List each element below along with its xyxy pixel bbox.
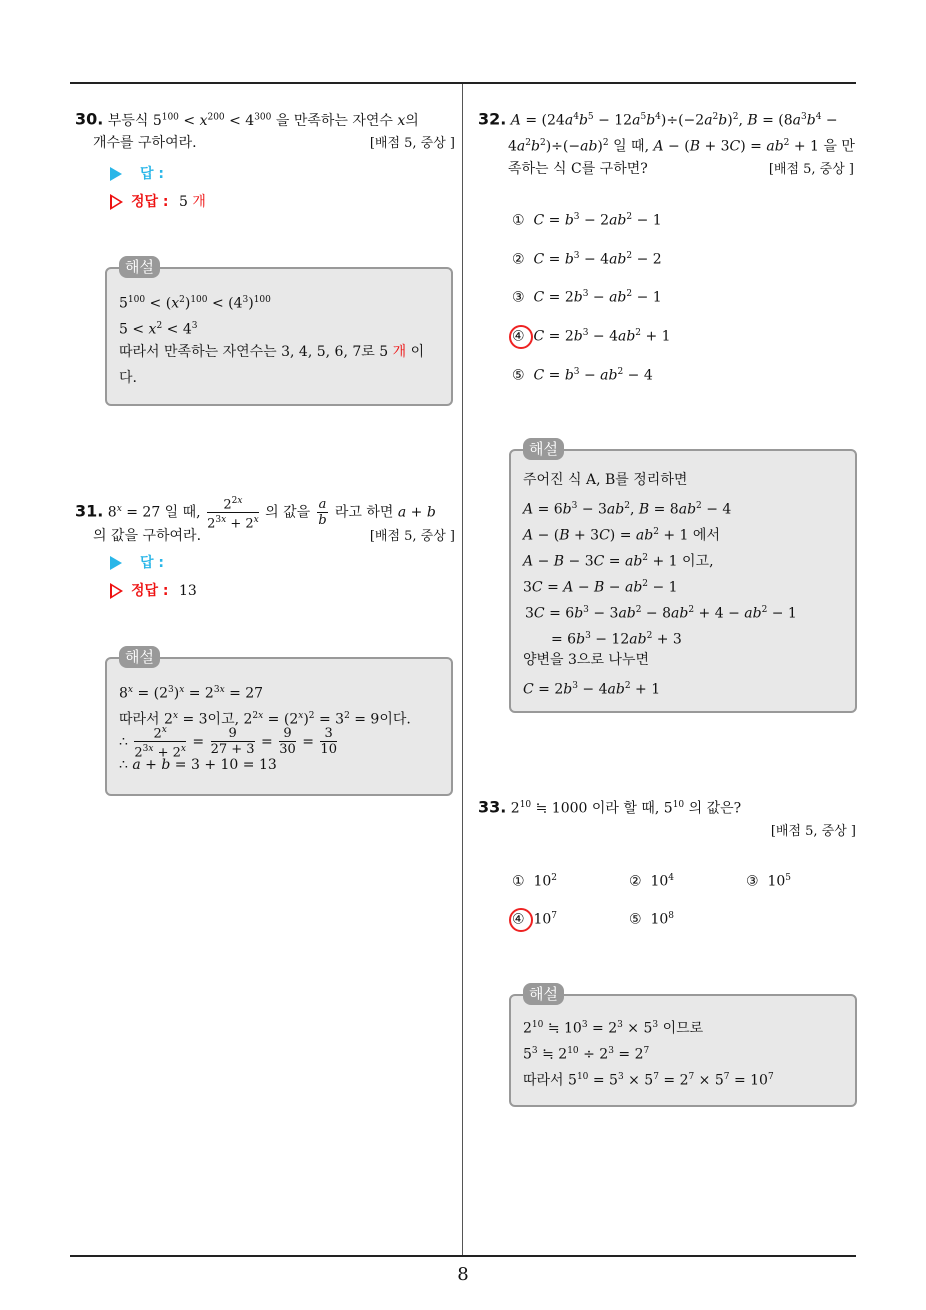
- option-5[interactable]: ⑤ $10^8$: [629, 911, 675, 928]
- solution-tag: 해설: [523, 983, 564, 1005]
- outline-triangle-icon: [110, 194, 123, 210]
- question-number: 33.: [478, 797, 507, 817]
- score-meta: [배점 5, 중상 ]: [770, 824, 856, 839]
- option-4[interactable]: ④ $C = 2b^3 - 4ab^2 + 1$: [512, 328, 671, 345]
- correct-answer-row: 정답 : 5 개: [110, 191, 206, 213]
- score-meta: [배점 5, 중상 ]: [369, 136, 455, 151]
- solution-box-32: 해설 주어진 식 A, B를 정리하면 $A = 6b^3 - 3ab^2$, $B = 8ab^2 - 4$ $A - (B + 3C) = ab^2 + 1$ 에서 $A - B - 3C = ab^2 + 1$ 이고, $3C = A - B - ab^2 - 1$ $3C = 6b^3 - 3ab^2 - 8ab^2 + 4 - ab^2 - 1$ = $6b^3 - 12ab^2 + 3$ 양변을 3으로 나누면 $C = 2b^3 - 4ab^2 + 1$: [509, 449, 857, 713]
- answer-circle-mark: [509, 908, 533, 932]
- option-3[interactable]: ③ $10^5$: [746, 873, 792, 890]
- question-number: 30.: [75, 109, 104, 129]
- play-icon: [110, 556, 122, 570]
- option-5[interactable]: ⑤ $C = b^3 - ab^2 - 4$: [512, 367, 653, 384]
- question-number: 31.: [75, 501, 104, 521]
- column-divider: [462, 84, 463, 1256]
- option-3[interactable]: ③ $C = 2b^3 - ab^2 - 1$: [512, 289, 662, 306]
- option-1[interactable]: ① $C = b^3 - 2ab^2 - 1$: [512, 212, 662, 229]
- answer-row: 답 :: [110, 552, 164, 574]
- question-text-line2: 개수를 구하여라.: [93, 135, 197, 151]
- question-text: 부등식 $5^{100} < x^{200} < 4^{300}$ 을 만족하는 자연수 x의: [107, 112, 419, 129]
- answer-circle-mark: [509, 325, 533, 349]
- page-number: 8: [457, 1264, 469, 1285]
- play-icon: [110, 167, 122, 181]
- option-2[interactable]: ② $10^4$: [629, 873, 675, 890]
- question-text-line2: 의 값을 구하여라.: [93, 528, 202, 544]
- solution-tag: 해설: [119, 646, 160, 668]
- solution-box-30: 해설 $5^{100} < (x^2)^{100} < (4^3)^{100}$ $5 < x^2 < 4^3$ 따라서 만족하는 자연수는 3, 4, 5, 6, 7로 5 개 이 다.: [105, 267, 453, 406]
- option-2[interactable]: ② $C = b^3 - 4ab^2 - 2$: [512, 251, 662, 268]
- score-meta: [배점 5, 중상 ]: [768, 162, 854, 177]
- header-rule: [70, 82, 856, 84]
- solution-box-33: 해설 $2^{10}$ ≒ $10^3 = 2^3 \times 5^3$ 이므로 $5^3$ ≒ $2^{10} \div 2^3 = 2^7$ 따라서 $5^{10} = 5^3 \times 5^7 = 2^7 \times 5^7 = 10^7$: [509, 994, 857, 1107]
- answer-row: 답 :: [110, 163, 164, 185]
- question-number: 32.: [478, 109, 507, 129]
- solution-box-31: 해설 $8^x = (2^3)^x = 2^{3x} = 27$ 따라서 2$^x$ = 3이고, $2^{2x} = (2^x)^2 = 3^2 = 9$이다. ∴ $\frac{2^x}{2^{3x} + 2^x}$ = $\frac{9}{27 + 3}$ = $\frac{9}{30}$ = $\frac{3}{10}$ ∴ a + b = 3 + 10 = 13: [105, 657, 453, 796]
- outline-triangle-icon: [110, 583, 123, 599]
- footer-rule: [70, 1255, 856, 1257]
- correct-answer-row: 정답 : 13: [110, 580, 197, 602]
- solution-tag: 해설: [119, 256, 160, 278]
- option-4[interactable]: ④ $10^7$: [512, 911, 558, 928]
- option-1[interactable]: ① $10^2$: [512, 873, 558, 890]
- score-meta: [배점 5, 중상 ]: [369, 529, 455, 544]
- solution-tag: 해설: [523, 438, 564, 460]
- question-text-line3: 족하는 식 C를 구하면?: [508, 161, 648, 177]
